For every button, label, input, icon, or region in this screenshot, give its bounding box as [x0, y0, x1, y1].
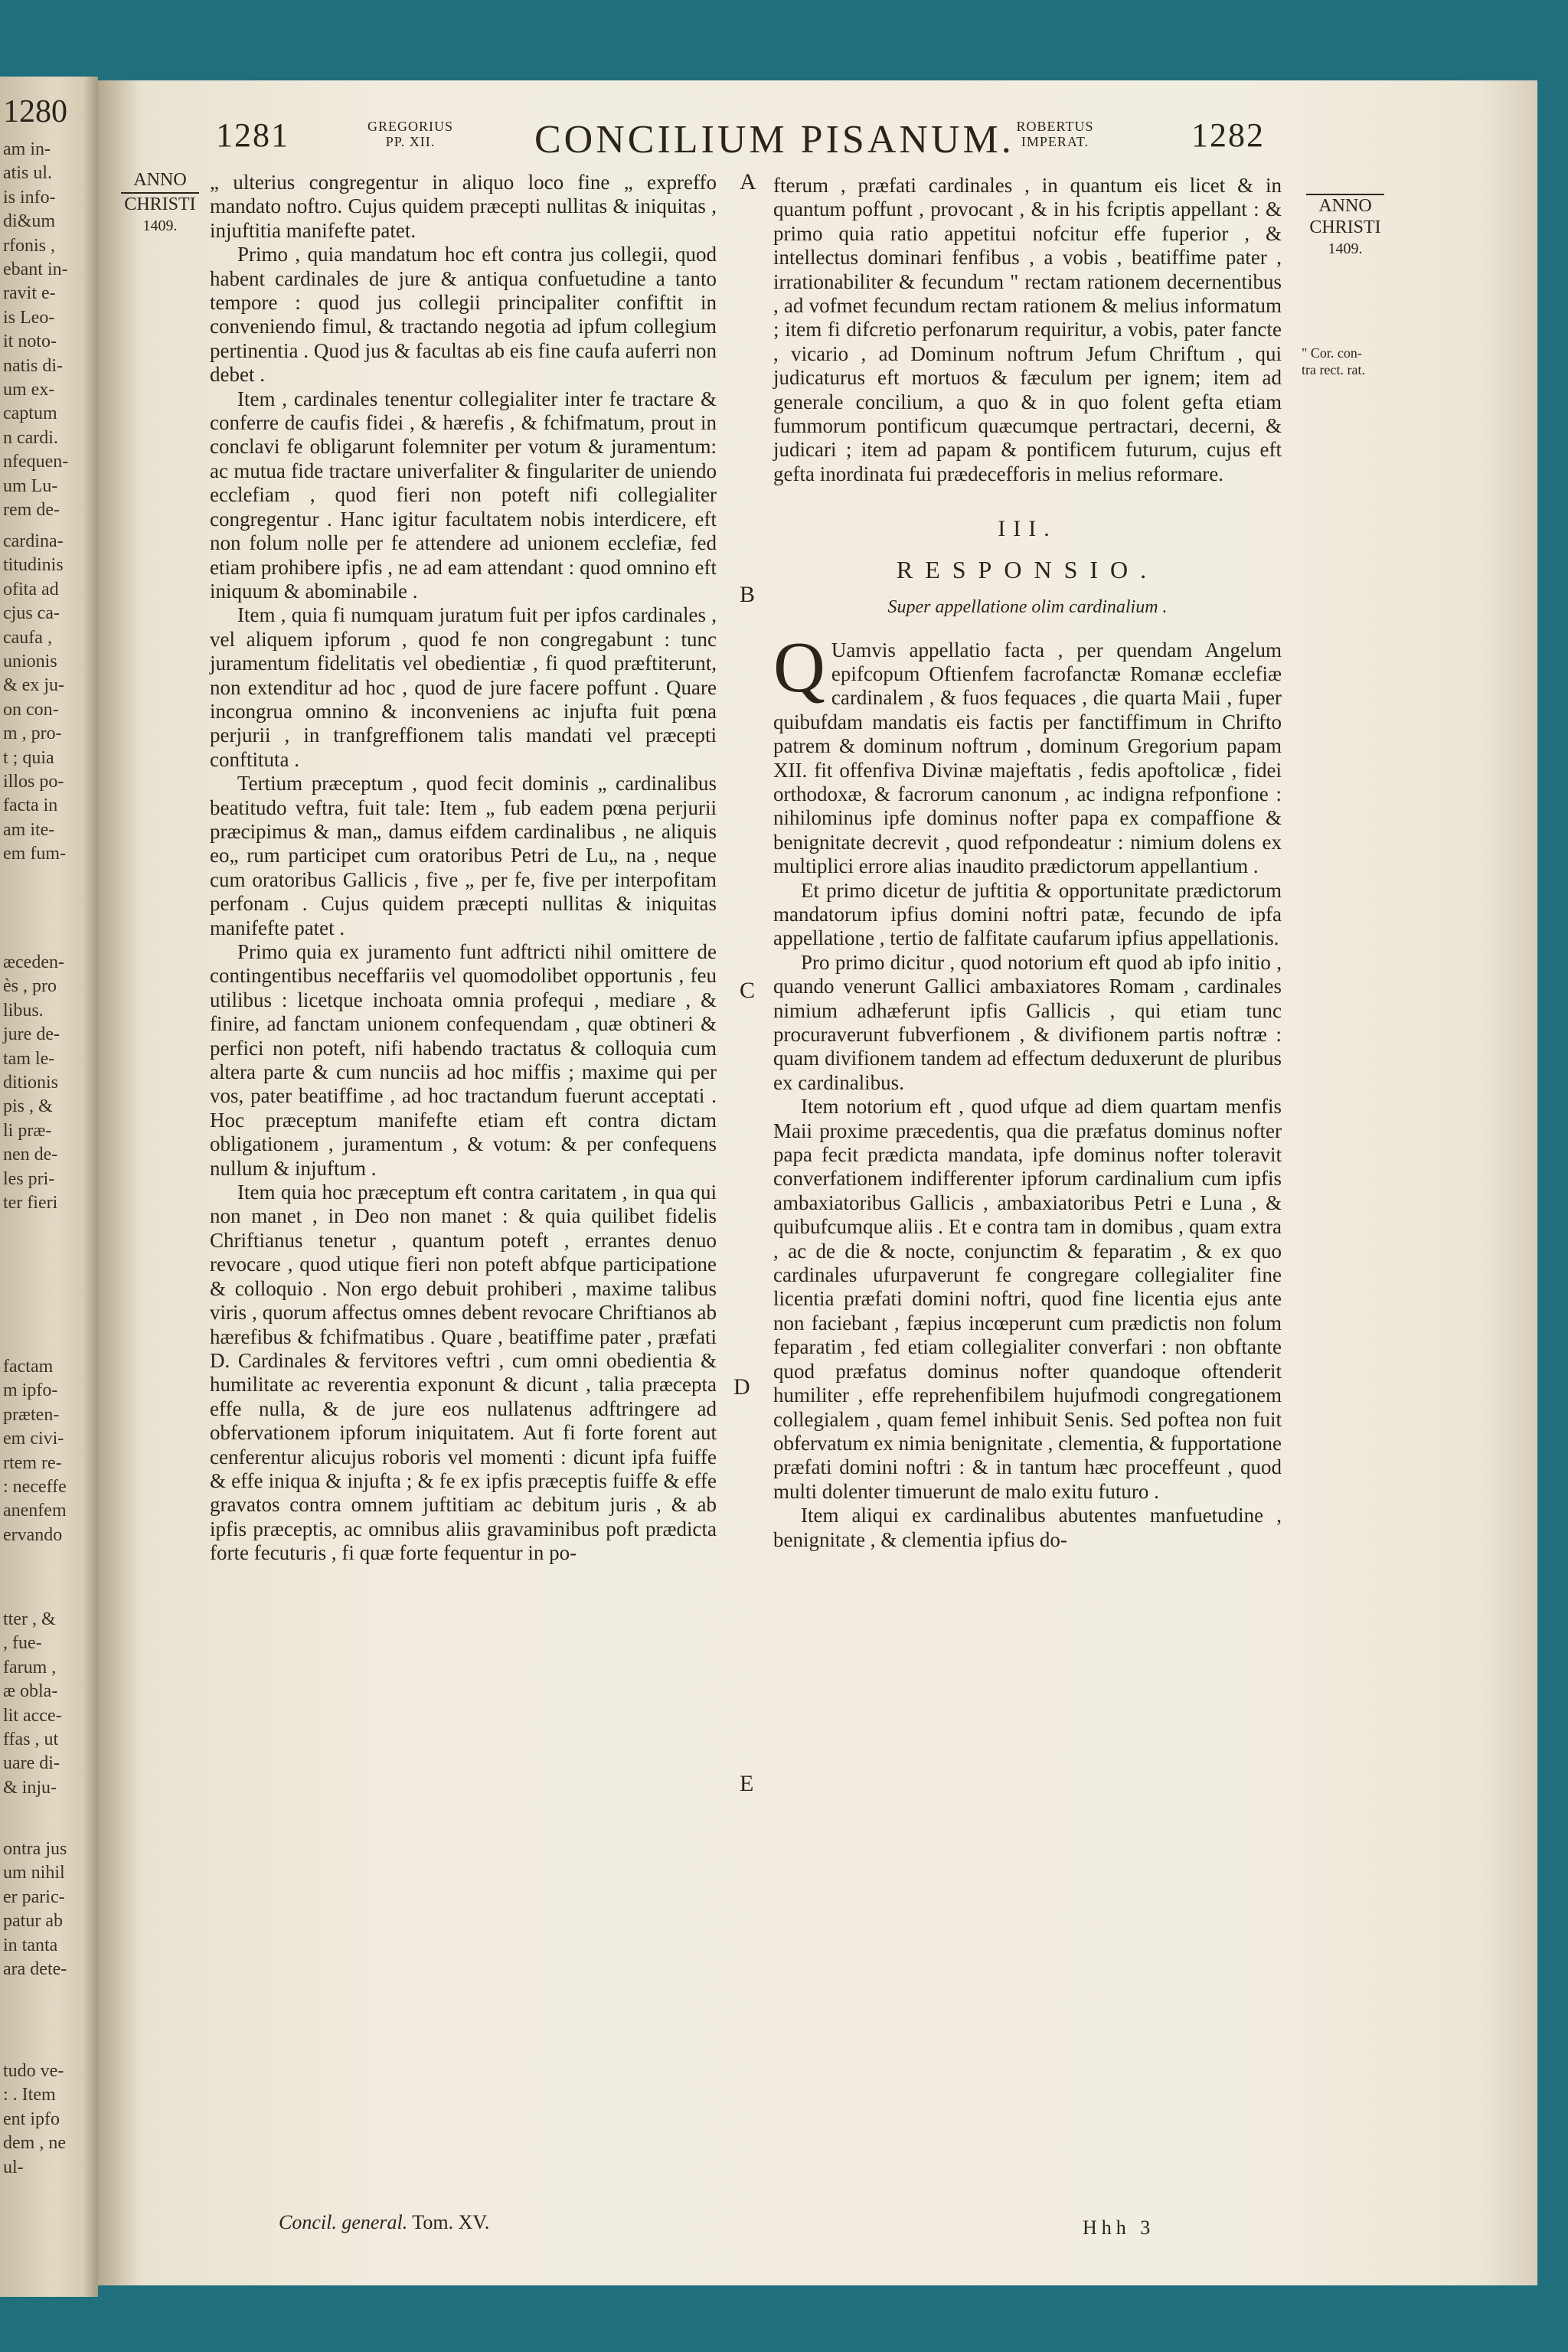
previous-page-fragment: tudo ve- : . Item ent ipfo dem , ne ul-: [3, 2061, 66, 2177]
section-marker-c: C: [740, 978, 756, 1003]
margin-note: " Cor. con- tra rect. rat.: [1302, 345, 1365, 377]
section-marker-a: A: [740, 169, 756, 194]
anno-year: 1409.: [142, 217, 178, 234]
paragraph: Tertium præceptum , quod fecit dominis „ cardinalibus beatitudo veftra, fuit tale: Item „ fub eadem pœna perjurii præcipimus & man„ damus eifdem cardinalibus , ne aliquis eo„ rum participet cum oratoribus Petri de Lu„ na , neque cum oratoribus Gallicis , five „ per fe, five per interpofitam perfonam . Cujus quidem præcepti nullitas & iniquitas manifefte patet .: [210, 772, 717, 939]
book-page: [98, 80, 1537, 2285]
previous-page-fragment: ontra jus um nihil er paric- patur ab in tanta ara dete-: [3, 1839, 67, 1980]
section-subtitle: Super appellatione olim cardinalium .: [887, 597, 1168, 618]
paragraph: Item quia hoc præceptum eft contra caritatem , in qua qui non manet , in Deo non manet : & quia quilibet fidelis Chriftianus tenetur , quantum poteft , errantes denuo revocare , quod utique fieri non poteft abfque participatione & colloquio . Non ergo debuit prohiberi , maxime talibus viris , quorum affectus omnes debent revocare Chriftianos ab hærefibus & fchifmatibus . Quare , beatiffime pater , præfati D. Cardinales & fervitores veftri , cum omni obedientia & humilitate ac reverentia exponunt & dicunt , talia præcepta effe nulla, & de jure eos nullatenus adftringere ad obfervationem ipforum iniquitatem. Aut fi forte forent aut cenferentur alicujus roboris vel momenti : dicunt ipfa fuiffe & effe iniqua & injufta ; & fe ex ipfis præceptis fuiffe & effe gravatos contra omnem juftitiam ac debitum juris , & ab ipfis præceptis, ac omnibus aliis gravaminibus poft prædicta forte fecuturis , fi quæ forte fequentur in po-: [210, 1181, 717, 1565]
section-number: III.: [998, 516, 1057, 542]
paragraph: Primo , quia mandatum hoc eft contra jus collegii, quod habent cardinales de jure & antiqua confuetudine a tanto tempore : quod jus collegii principaliter confiftit in conveniendo fimul, & tractando negotia ad ipfum collegium pertinentia . Quod jus & facultas ab eis fine caufa auferri non debet .: [210, 243, 717, 387]
paragraph: Et primo dicetur de juftitia & opportunitate prædictorum mandatorum ipfius domini noftri patæ, fecundo de ipfa appellatione , tertio de falfitate caufarum ipfius appellationis.: [773, 878, 1282, 950]
paragraph: Item , quia fi numquam juratum fuit per ipfos cardinales , vel aliquem ipforum , quod fe non congregabunt : tunc juramentum fidelitatis vel obedientiæ , fi quod præftiterunt, non extenditur ad hoc , quod de jure facere poffunt . Quare incongrua omnino & inconveniens ac injufta fuit pœna perjurii , in tranfgreffionem talis mandati vel præcepti conftituta .: [210, 603, 717, 771]
previous-page-fragment: factam m ipfo- præten- em civi- rtem re- : neceffe anenfem ervando: [3, 1357, 67, 1545]
paragraph: Item , cardinales tenentur collegialiter inter fe tractare & conferre de caufis fidei , & hærefis , & fchifmatum, prout in conclavi fe obligarunt folemniter per votum & juramentum: ac mutua fide tractare univerfaliter & fingulariter de uniendo ecclefiam , quod fieri non poteft nifi collegialiter congregentur . Hanc igitur facultatem nobis interdicere, eft non folum nolle per fe attendere ad unionem ecclefiæ, fed etiam prohibere ipfis , ne ad eam attendant : quod omnino eft iniquum & abominabile .: [210, 387, 717, 603]
left-column: [210, 171, 717, 1566]
anno-christi-right: [1300, 192, 1390, 260]
previous-page-fragment: cardina- titudinis ofita ad cjus ca- caufa , unionis & ex ju- on con- m , pro- t ; quia illos po- facta in am ite- em fum-: [3, 531, 66, 864]
paragraph: Item aliqui ex cardinalibus abutentes manfuetudine , benignitate , & clementia ipfius do-: [773, 1504, 1282, 1551]
footer-citation: [279, 2211, 489, 2234]
previous-page-number: 1280: [3, 94, 67, 129]
paragraph: „ ulterius congregentur in aliquo loco fine „ expreffo mandato noftro. Cujus quidem præcepti nullitas & iniquitas , injuftitia manifefte patet.: [210, 171, 717, 242]
footer-citation-italic: Concil. general.: [279, 2211, 408, 2233]
paragraph-text: Uamvis appellatio facta , per quendam Angelum epifcopum Oftienfem facrofanctæ Romanæ ecclefiæ cardinalem , & fuos fequaces , die quarta Maii , fuper quibufdam mandatis eis factis per fanctiffimum in Chrifto patrem & dominum noftrum , dominum Gregorium papam XII. fit offenfiva Divinæ majeftatis , fedis apoftolicæ , fidei orthodoxæ, & facrorum canonum , ac indigna refponfione : nihilominus ipfe dominus nofter papa ex compaffione & benignitate decrevit , quod refpondeatur : nimium dolens ex multiplici errore alias inaudito prædictorum appellantium .: [773, 638, 1282, 878]
previous-page-fragment: am in- atis ul. is info- di&um rfonis , ebant in- ravit e- is Leo- it noto- natis di- um ex- captum n cardi. nfequen- um Lu- rem de-: [3, 139, 69, 521]
section-marker-d: D: [733, 1374, 750, 1400]
left-page-number: 1281: [216, 116, 289, 154]
footer-citation-volume: Tom. XV.: [412, 2211, 490, 2233]
right-running-head: ROBERTUS IMPERAT.: [1016, 119, 1094, 149]
anno-year: 1409.: [1328, 240, 1363, 257]
section-title: RESPONSIO.: [896, 555, 1159, 583]
previous-page-edge: [0, 77, 98, 2297]
anno-christi-label: CHRISTI: [124, 194, 196, 214]
anno-christi-label: CHRISTI: [1309, 217, 1381, 237]
previous-page-fragment: æceden- ès , pro libus. jure de- tam le- ditionis pis , & li præ- nen de- les pri- ter fieri: [3, 952, 64, 1214]
anno-label: ANNO: [1318, 196, 1372, 216]
section-marker-b: B: [740, 582, 756, 607]
paragraph: Primo quia ex juramento funt adftricti nihil omittere de contingentibus neceffariis vel quomodolibet opportunis , feu utilibus : licetque inchoata omnia profequi , mediare , & finire, ad fanctam unionem confequendam , quæ obtineri & perfici non poteft, nifi habendo tractatus & colloquia cum altera parte & cum nunciis ad hoc miffis ; maxime qui per vos, pater beatiffime , ad hoc tractandum fuerunt acceptati . Hoc præceptum manifefte etiam eft contra dictam obligationem , juramentum , & votum: & per confequens nullum & injuftum .: [210, 940, 717, 1180]
drop-cap: Q: [773, 627, 825, 707]
anno-christi-left: [115, 169, 205, 237]
signature-mark: Hhh 3: [1083, 2216, 1155, 2239]
paragraph: Item notorium eft , quod ufque ad diem quartam menfis Maii proxime præcedentis, qua die præfatus dominus nofter papa fecit prædicta mandata, ipfe dominus nofter toleravit converfationem indifferenter ipforum cardinalium cum ipfis ambaxiatoribus Gallicis , ambaxiatoribus Petri e Luna , & quibufcumque aliis . Et e contra tam in domibus , quam extra , ac de die & nocte, conjunctim & feparatim , & ex quo cardinales ufurpaverunt fe congregare collegialiter fine licentia præfati domini noftri, quod fine licentia ejus ante non faciebant , fæpius incœperunt cum prædictis non folum feparatim , fed etiam collegialiter converfari : non obftante quod præfatus dominus nofter quandoque oftenderit humiliter , effe reprehenfibilem hujufmodi congregationem collegialem , quam femel inhibuit Senis. Sed poftea non fuit obfervatum ex nimia benignitate , clementia, & fupportatione præfati domini noftri : & in tantum hæc proceffeunt , quod multi dolenter timuerunt de malo exitu futuro .: [773, 1095, 1282, 1503]
paragraph: fterum , præfati cardinales , in quantum eis licet & in quantum poffunt , provocant , & in his fcriptis appellant : & primo quia ratio appetitui nofcitur effe fuperior , & intellectus dominari fenfibus , a vobis , beatiffime pater , irrationabiliter & fecundum " rectam rationem decernentibus , ad vofmet fecundum rectam rationem & melius informatum ; item fi difcretio perfonarum requiritur, a vobis, pater fancte , vicario , ad Dominum noftrum Jefum Chriftum , qui judicaturus eft mortuos & fæculum per ignem; item ad generale concilium, a quo & in quo folent gefta etiam fummorum pontificum quæcumque pertractari, decerni, & judicari ; item ad papam & pontificem futurum, cujus eft gefta inordinata fui prædecefforis in melius reformare.: [773, 174, 1282, 485]
paragraph: Pro primo dicitur , quod notorium eft quod ab ipfo initio , quando venerunt Gallici ambaxiatores Romam , cardinales nimium adhæferunt ipfis Gallicis , qui etiam tunc procuraverunt fubverfionem , & divifionem partis noftræ : quam divifionem tandem ad effectum deduxerunt de pluribus ex cardinalibus.: [773, 950, 1282, 1094]
paragraph: [773, 627, 1282, 879]
right-page-number: 1282: [1191, 116, 1265, 154]
section-marker-e: E: [740, 1771, 754, 1796]
previous-page-fragment: tter , & , fue- farum , æ obla- lit acce- ffas , ut uare di- & inju-: [3, 1609, 62, 1798]
left-running-head: GREGORIUS PP. XII.: [367, 119, 453, 149]
page-title: CONCILIUM PISANUM.: [534, 118, 1014, 162]
anno-label: ANNO: [133, 170, 187, 190]
right-column: [773, 174, 1282, 1552]
